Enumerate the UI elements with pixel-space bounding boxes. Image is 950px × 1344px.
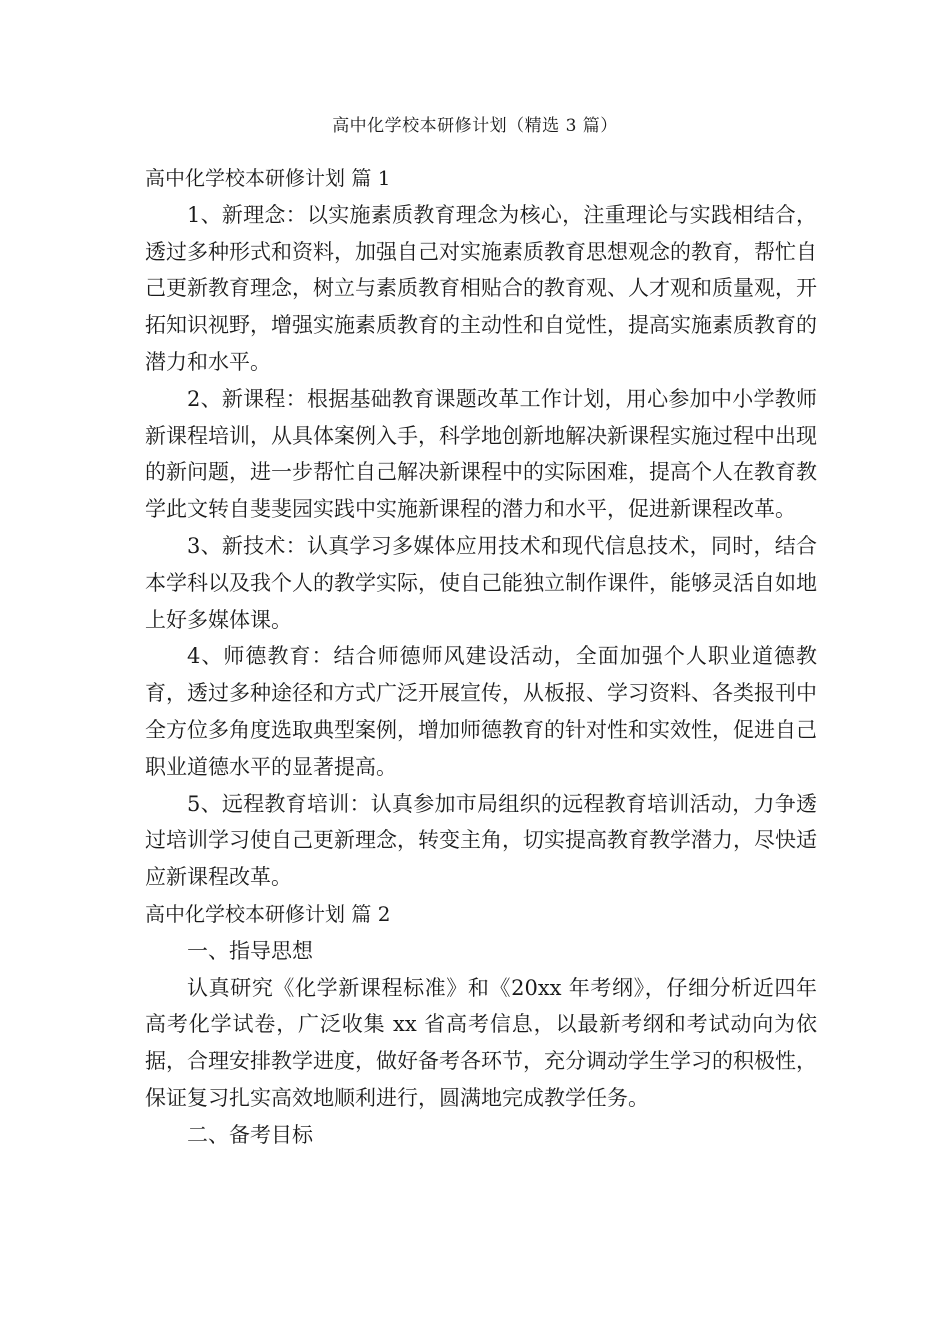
paragraph: 4、师德教育：结合师德师风建设活动，全面加强个人职业道德教育，透过多种途径和方式广泛开展宣传，从板报、学习资料、各类报刊中全方位多角度选取典型案例，增加师德教育的针对性和实效性，促进自己职业道德水平的显著提高。 — [145, 644, 817, 779]
section-heading-1: 高中化学校本研修计划 篇 1 — [145, 166, 391, 190]
section-heading-2: 高中化学校本研修计划 篇 2 — [145, 901, 391, 926]
paragraph: 5、远程教育培训：认真参加市局组织的远程教育培训活动，力争透过培训学习使自己更新理念，转变主角，切实提高教育教学潜力，尽快适应新课程改革。 — [145, 791, 817, 890]
paragraph: 2、新课程：根据基础教育课题改革工作计划，用心参加中小学教师新课程培训，从具体案例入手，科学地创新地解决新课程实施过程中出现的新问题，进一步帮忙自己解决新课程中的实际困难，提高个人在教育教学此文转自斐斐园实践中实施新课程的潜力和水平，促进新课程改革。 — [145, 386, 817, 522]
sub-heading-guiding-idea: 一、指导思想 — [187, 938, 313, 963]
paragraph: 3、新技术：认真学习多媒体应用技术和现代信息技术，同时，结合本学科以及我个人的教学实际，使自己能独立制作课件，能够灵活自如地上好多媒体课。 — [145, 533, 817, 632]
document-body — [145, 160, 817, 1154]
paragraph: 认真研究《化学新课程标准》和《20xx 年考纲》，仔细分析近四年高考化学试卷，广泛收集 xx 省高考信息，以最新考纲和考试动向为依据，合理安排教学进度，做好备考各环节，充分调动学生学习的积极性，保证复习扎实高效地顺利进行，圆满地完成教学任务。 — [145, 975, 817, 1110]
sub-heading-exam-goal: 二、备考目标 — [187, 1122, 313, 1147]
paragraph: 1、新理念：以实施素质教育理念为核心，注重理论与实践相结合，透过多种形式和资料，加强自己对实施素质教育思想观念的教育，帮忙自己更新教育理念，树立与素质教育相贴合的教育观、人才观和质量观，开拓知识视野，增强实施素质教育的主动性和自觉性，提高实施素质教育的潜力和水平。 — [145, 202, 817, 374]
document-title: 高中化学校本研修计划（精选 3 篇） — [332, 116, 618, 136]
